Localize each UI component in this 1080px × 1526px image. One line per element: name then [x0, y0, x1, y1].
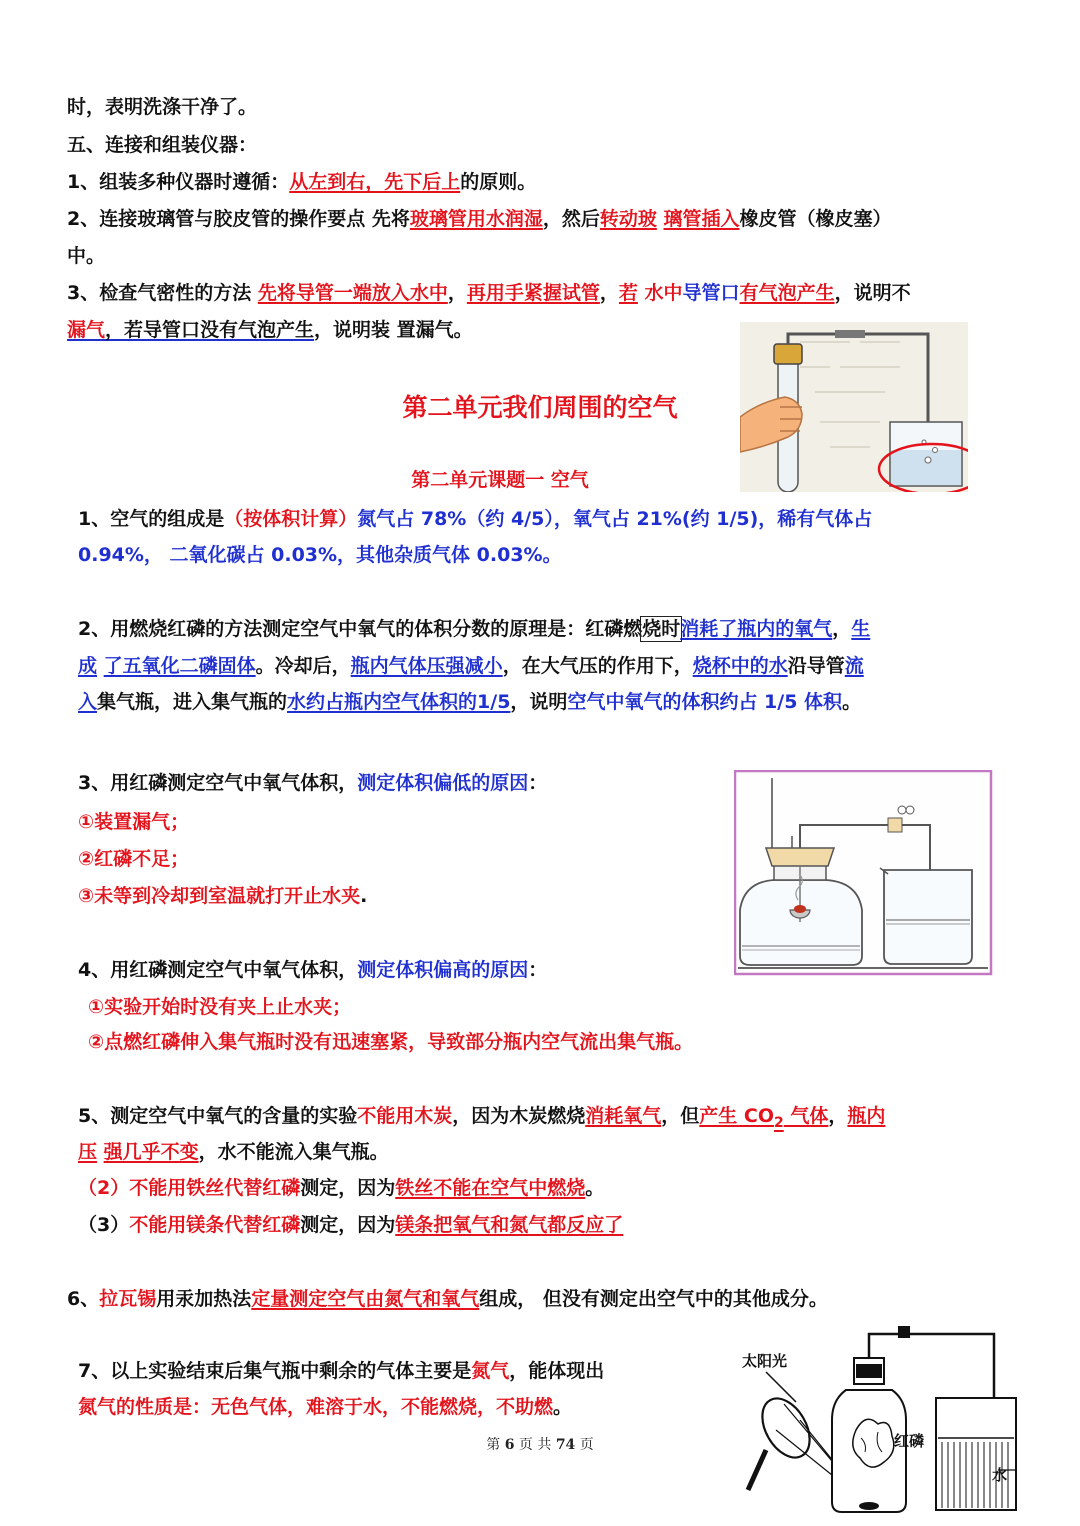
keyword-blue: 0.94%， 二氧化碳占 0.03%，其他杂质气体 0.03%。	[78, 544, 562, 566]
para-1-line-1	[78, 506, 872, 532]
para-4-heading	[78, 957, 547, 983]
para-4-item-2: ②点燃红磷伸入集气瓶时没有迅速塞紧，导致部分瓶内空气流出集气瓶。	[88, 1031, 694, 1053]
text: 测定，因为	[300, 1177, 396, 1199]
line-wash	[67, 94, 257, 120]
text: 3、用红磷测定空气中氧气体积，	[78, 772, 358, 794]
keyword: （按体积计算）	[224, 508, 358, 530]
text: ，说明不	[834, 282, 911, 304]
keyword: 不能用木炭	[357, 1105, 453, 1127]
keyword: 水中	[637, 282, 683, 304]
para-5-sub-3	[78, 1212, 623, 1238]
keyword: 再用手紧握试管	[466, 282, 600, 304]
para-3-item-2: ②红磷不足；	[78, 848, 190, 870]
text: ，说明装 置漏气。	[314, 319, 473, 341]
keyword: 璃管插入	[663, 208, 740, 230]
keyword: 漏气	[67, 319, 106, 341]
keyword-blue: 氮气占 78%（约 4/5），氧气占 21%(约 1/5)，稀有气体占	[357, 508, 873, 530]
keyword-blue: 测定体积偏高的原因	[357, 959, 529, 981]
text: ，然后	[542, 208, 600, 230]
footer-text: 页	[575, 1437, 594, 1453]
text: 1、组装多种仪器时遵循：	[67, 171, 290, 193]
para-1-line-2	[78, 542, 562, 568]
text: 中。	[67, 245, 106, 267]
para-5-line-1	[78, 1103, 885, 1136]
text: ，若导管口没有气泡产生	[105, 319, 315, 341]
text: ，	[828, 1105, 848, 1127]
text: （3）	[78, 1214, 130, 1236]
keyword-blue: 瓶内气体压强减小	[350, 655, 503, 677]
keyword-blue: 生	[851, 618, 871, 640]
text: 的原则。	[460, 171, 537, 193]
text: ：	[528, 959, 548, 981]
space	[97, 655, 104, 677]
keyword: 不能用镁条代替红磷	[129, 1214, 301, 1236]
keyword-blue: 入	[78, 691, 98, 713]
keyword: 气体	[783, 1105, 829, 1127]
rule-assemble	[67, 169, 536, 195]
text: ，能体现出	[509, 1360, 605, 1382]
text: ，	[447, 282, 467, 304]
space	[657, 208, 664, 230]
text: 五、连接和组装仪器：	[67, 134, 258, 156]
text: 时，表明洗涤干净了。	[67, 96, 258, 118]
subscript: 2	[774, 1115, 784, 1131]
rule-airtight-cont	[67, 317, 473, 343]
para-2-line-1	[78, 616, 870, 642]
footer-text: 第	[486, 1437, 505, 1453]
para-2-line-2	[78, 653, 864, 679]
text: ，因为木炭燃烧	[452, 1105, 586, 1127]
unit-title: 第二单元我们周围的空气	[402, 393, 678, 422]
keyword: 瓶内	[847, 1105, 886, 1127]
label-phosphorus: 红磷	[894, 1432, 925, 1450]
phosphorus-apparatus-figure	[734, 770, 994, 976]
keyword: 镁条把氧气和氮气都反应了	[395, 1214, 624, 1236]
rule-connect	[67, 206, 892, 232]
keyword: 压	[78, 1141, 98, 1163]
keyword: 若	[618, 282, 638, 304]
para-3-item-3	[78, 883, 367, 909]
text: ，水不能流入集气瓶。	[198, 1141, 389, 1163]
text: 沿导管	[787, 655, 845, 677]
keyword: 从左到右，先下后上	[289, 171, 461, 193]
text: 6、	[67, 1288, 100, 1310]
text: 7、以上实验结束后集气瓶中剩余的气体主要是	[78, 1360, 472, 1382]
keyword: 拉瓦锡	[99, 1288, 157, 1310]
keyword: 铁丝不能在空气中燃烧	[395, 1177, 586, 1199]
para-3-heading	[78, 770, 547, 796]
lesson-title: 第二单元课题一 空气	[411, 469, 589, 491]
label-sunlight: 太阳光	[742, 1352, 788, 1370]
keyword-blue: 了五氧化二磷固体	[103, 655, 256, 677]
keyword: 强几乎不变	[103, 1141, 199, 1163]
footer-text: 页 共	[514, 1437, 556, 1453]
para-5-sub-2	[78, 1175, 604, 1201]
para-4-item-1: ①实验开始时没有夹上止水夹；	[88, 996, 352, 1018]
para-2-line-3	[78, 689, 861, 715]
text: 2、用燃烧红磷的方法测定空气中氧气的体积分数的原理是：红磷燃	[78, 618, 643, 640]
keyword-blue: 消耗了瓶内的氧气	[680, 618, 833, 640]
keyword-blue: 导管口	[682, 282, 740, 304]
total-pages: 74	[555, 1437, 576, 1453]
text: 橡皮管（橡皮塞）	[739, 208, 892, 230]
keyword: ③未等到冷却到室温就打开止水夹	[78, 885, 361, 907]
text: 集气瓶，进入集气瓶的	[97, 691, 288, 713]
text: 1、空气的组成是	[78, 508, 225, 530]
text: 。	[553, 1396, 573, 1418]
text: 。	[842, 691, 862, 713]
para-7-line-1	[78, 1358, 604, 1384]
keyword: 定量测定空气由氮气和氧气	[251, 1288, 480, 1310]
text: 烧时	[642, 618, 681, 640]
text: 5、测定空气中氧气的含量的实验	[78, 1105, 358, 1127]
rule-connect-cont	[67, 243, 105, 269]
keyword: 氮气	[471, 1360, 510, 1382]
para-5-line-2	[78, 1139, 389, 1165]
keyword-blue: 测定体积偏低的原因	[357, 772, 529, 794]
text: .	[360, 885, 368, 907]
keyword: 玻璃管用水润湿	[409, 208, 543, 230]
para-7-line-2	[78, 1394, 572, 1420]
text: ，	[832, 618, 852, 640]
page-footer	[0, 1434, 1080, 1454]
space	[97, 1141, 104, 1163]
keyword-blue: 烧杯中的水	[692, 655, 788, 677]
keyword-blue: 流	[844, 655, 864, 677]
text: ，说明	[510, 691, 568, 713]
text: 测定，因为	[300, 1214, 396, 1236]
keyword: 消耗氧气	[585, 1105, 662, 1127]
text: 。冷却后，	[255, 655, 351, 677]
text: 3、检查气密性的方法	[67, 282, 258, 304]
keyword: 不能用铁丝代替红磷	[129, 1177, 301, 1199]
keyword-blue: 成	[78, 655, 98, 677]
text: 用汞加热法	[156, 1288, 252, 1310]
keyword: 产生 CO	[699, 1105, 775, 1127]
para-6	[67, 1286, 828, 1312]
text: 组成， 但没有测定出空气中的其他成分。	[479, 1288, 828, 1310]
text: 4、用红磷测定空气中氧气体积，	[78, 959, 358, 981]
keyword-blue: 空气中氧气的体积约占 1/5 体积	[567, 691, 843, 713]
label-water: 水	[992, 1466, 1008, 1484]
text: ，在大气压的作用下，	[502, 655, 693, 677]
para-3-item-1: ①装置漏气；	[78, 811, 190, 833]
text: 2、连接玻璃管与胶皮管的操作要点 先将	[67, 208, 410, 230]
keyword: 转动玻	[599, 208, 657, 230]
keyword: 有气泡产生	[739, 282, 835, 304]
text: 。	[585, 1177, 605, 1199]
text: ，	[599, 282, 619, 304]
rule-airtight	[67, 280, 911, 306]
keyword-blue: 水约占瓶内空气体积的1/5	[287, 691, 511, 713]
page-number: 6	[504, 1437, 515, 1453]
text: ：	[528, 772, 548, 794]
heading-assemble	[67, 132, 257, 158]
text: ，但	[661, 1105, 700, 1127]
keyword: 氮气的性质是：无色气体，难溶于水，不能燃烧，不助燃	[78, 1396, 554, 1418]
keyword: （2）	[78, 1177, 130, 1199]
keyword: 先将导管一端放入水中	[257, 282, 448, 304]
sunlight-ignition-figure	[738, 1320, 1028, 1520]
